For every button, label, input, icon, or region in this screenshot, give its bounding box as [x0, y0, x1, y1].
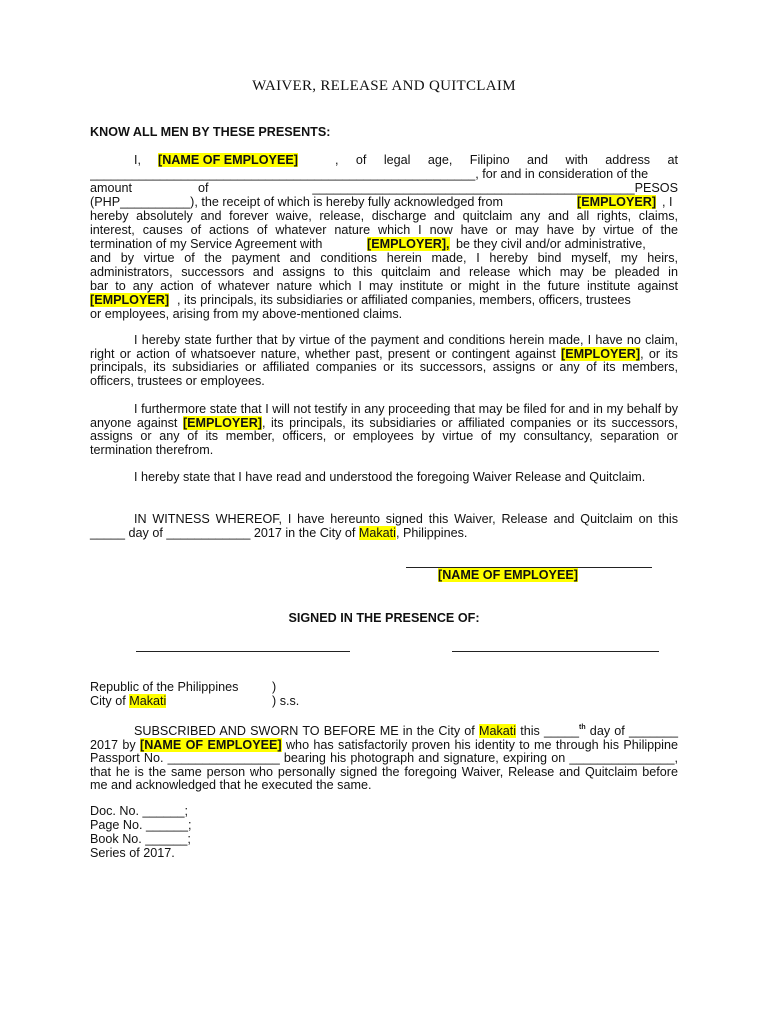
of-label: of: [198, 181, 209, 195]
city-makati: Makati: [358, 525, 396, 540]
series-of: Series of 2017.: [90, 846, 175, 860]
doc-no: Doc. No. ______;: [90, 804, 189, 818]
city-makati: Makati: [129, 694, 167, 708]
address-blank-line: _______________________________________________________, for and in consideration of the: [90, 167, 649, 181]
p1-line-10: bar to any action of whatever nature which I may institute or might in the future institute against: [90, 279, 678, 293]
paragraph-witness: IN WITNESS WHEREOF, I have hereunto signed this Waiver, Release and Quitclaim on this _____ day of ____________ 2017 in the City of Makati, Philippines.: [90, 512, 678, 540]
witness-signature-line-1: [136, 651, 350, 652]
employer-placeholder: [EMPLOYER]: [561, 346, 641, 361]
ordinal-suffix: th: [579, 724, 586, 731]
amount-words-blank: ______________________________________________PESOS: [312, 181, 678, 195]
venue-city: City of Makati: [90, 694, 167, 708]
p1-line-12: or employees, arising from my above-mentioned claims.: [90, 307, 403, 321]
heading-know-all-men: KNOW ALL MEN BY THESE PRESENTS:: [90, 125, 331, 139]
paragraph-no-testify: I furthermore state that I will not testify in any proceeding that may be filed for and in my behalf by anyone against [EMPLOYER], its principals, its subsidiaries or affiliated companies or its successors, assigns or any of its member, officers, or employees by virtue of my consultancy, separation or termination therefrom.: [90, 402, 678, 457]
venue-republic: Republic of the Philippines: [90, 680, 239, 694]
php-receipt-text: (PHP__________), the receipt of which is hereby fully acknowledged from: [90, 195, 504, 209]
p1-line-7-end: be they civil and/or administrative,: [456, 237, 646, 251]
employer-placeholder: [EMPLOYER]: [182, 415, 262, 430]
p1-line-4-end: , I: [662, 195, 673, 209]
p1-line-1-start: I,: [134, 153, 141, 167]
p1-line-6: interest, causes of actions of whatever nature which I now have or may have by virtue of the: [90, 223, 678, 237]
venue-bracket: ): [272, 680, 277, 694]
paragraph-jurat: SUBSCRIBED AND SWORN TO BEFORE ME in the City of Makati this _____$^{th}$ day of _______ 2017 by [NAME OF EMPLOYEE] who has satisfactorily proven his identity to me through his Philippine Passport No. ________________ bearing his photograph and signature, expiring on _______________, that he is the same person who personally signed the foregoing Waiver, Release and Quitclaim before me and acknowledged that he executed the same.: [90, 724, 678, 793]
p1-line-8: and by virtue of the payment and conditions herein made, I hereby bind myself, my heirs,: [90, 251, 678, 265]
p1-line-7-start: termination of my Service Agreement with: [90, 237, 323, 251]
p1-line-1-end: , of legal age, Filipino and with address at: [335, 153, 678, 167]
p1-line-9: administrators, successors and assigns to this quitclaim and release which may be pleaded in: [90, 265, 678, 279]
p1-line-11-end: , its principals, its subsidiaries or affiliated companies, members, officers, trustees: [177, 293, 631, 307]
city-makati: Makati: [478, 724, 517, 738]
employee-name-placeholder: [NAME OF EMPLOYEE]: [158, 153, 298, 167]
book-no: Book No. ______;: [90, 832, 191, 846]
witness-signature-line-2: [452, 651, 659, 652]
employer-placeholder: [EMPLOYER]: [90, 293, 170, 307]
employer-placeholder: [EMPLOYER],: [367, 237, 450, 251]
venue-ss: ) s.s.: [272, 694, 300, 708]
employee-name-placeholder: [NAME OF EMPLOYEE]: [140, 737, 282, 752]
paragraph-read-understood: I hereby state that I have read and understood the foregoing Waiver Release and Quitclaim.: [134, 470, 646, 484]
paragraph-no-claim: I hereby state further that by virtue of the payment and conditions herein made, I have no claim, right or action of whatsoever nature, whether past, present or contingent against [EMPLOYER], or its principals, its subsidiaries or affiliated companies or its successors, assigns or any of its members, officers, trustees or employees.: [90, 333, 678, 388]
amount-label: amount: [90, 181, 133, 195]
employer-placeholder: [EMPLOYER]: [577, 195, 657, 209]
signed-presence-heading: SIGNED IN THE PRESENCE OF:: [288, 611, 480, 625]
page-no: Page No. ______;: [90, 818, 192, 832]
p1-line-5: hereby absolutely and forever waive, release, discharge and quitclaim any and all rights, claims,: [90, 209, 678, 223]
document-title: WAIVER, RELEASE AND QUITCLAIM: [252, 78, 516, 94]
signature-employee-name: [NAME OF EMPLOYEE]: [438, 568, 578, 582]
